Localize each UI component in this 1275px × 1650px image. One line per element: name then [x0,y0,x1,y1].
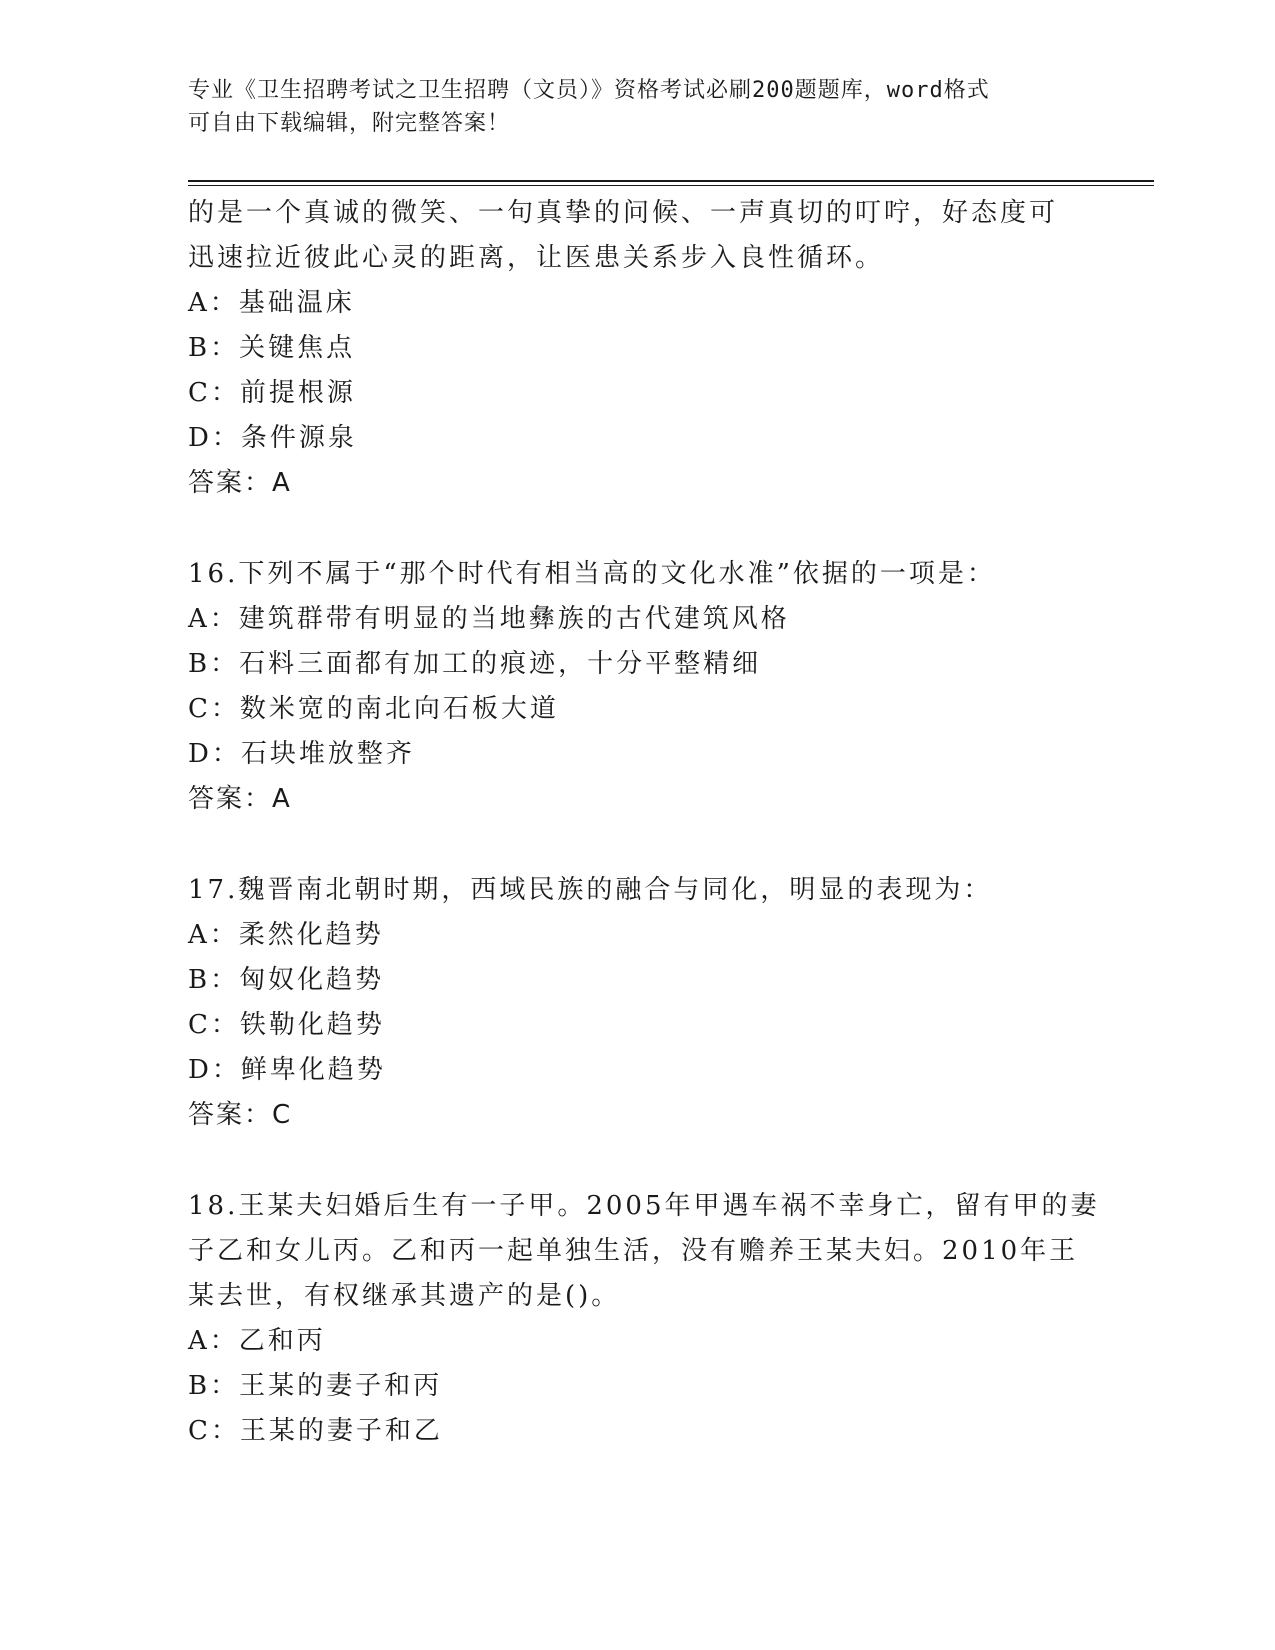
question-spacer [188,1138,1088,1184]
question-list [188,191,1100,1454]
option-a: A：柔然化趋势 [188,920,384,950]
answer-label: 答案：A [188,468,292,498]
header-divider-thick [188,180,1154,182]
question-stem-line: 的是一个真诚的微笑、一句真挚的问候、一声真切的叮咛，好态度可 [188,198,1059,228]
question-spacer [188,822,1088,868]
answer-label: 答案：C [188,1100,293,1130]
option-c: C：前提根源 [188,378,356,408]
question-stem-line: 迅速拉近彼此心灵的距离，让医患关系步入良性循环。 [188,243,885,273]
option-d: D：条件源泉 [188,423,357,453]
option-a: A：乙和丙 [188,1326,326,1356]
question-15 [188,191,1088,506]
question-spacer [188,506,1088,552]
option-b: B：石料三面都有加工的痕迹，十分平整精细 [188,649,762,679]
header-title-line-1: 专业《卫生招聘考试之卫生招聘（文员）》资格考试必刷200题题库，word格式 [188,78,990,103]
question-stem-line: 某去世，有权继承其遗产的是()。 [188,1281,621,1311]
option-b: B：匈奴化趋势 [188,965,385,995]
header-divider-thin [188,185,1154,186]
question-16 [188,552,1088,822]
answer-label: 答案：A [188,784,292,814]
option-c: C：数米宽的南北向石板大道 [188,694,559,724]
question-stem-line: 16.下列不属于“那个时代有相当高的文化水准”依据的一项是： [188,559,996,589]
question-17 [188,868,1088,1138]
question-stem-line: 17.魏晋南北朝时期，西域民族的融合与同化，明显的表现为： [188,875,993,905]
option-a: A：建筑群带有明显的当地彝族的古代建筑风格 [188,604,790,634]
question-stem-line: 18.王某夫妇婚后生有一子甲。2005年甲遇车祸不幸身亡，留有甲的妻 [188,1191,1100,1221]
option-c: C：铁勒化趋势 [188,1010,385,1040]
option-d: D：鲜卑化趋势 [188,1055,386,1085]
header-title-line-2: 可自由下载编辑，附完整答案！ [188,111,511,136]
option-c: C：王某的妻子和乙 [188,1416,443,1446]
question-18 [188,1184,1100,1454]
option-d: D：石块堆放整齐 [188,739,415,769]
option-b: B：王某的妻子和丙 [188,1371,443,1401]
option-a: A：基础温床 [188,288,355,318]
question-stem-line: 子乙和女儿丙。乙和丙一起单独生活，没有赡养王某夫妇。2010年王 [188,1236,1079,1266]
option-b: B：关键焦点 [188,333,356,363]
document-header [188,74,1068,140]
